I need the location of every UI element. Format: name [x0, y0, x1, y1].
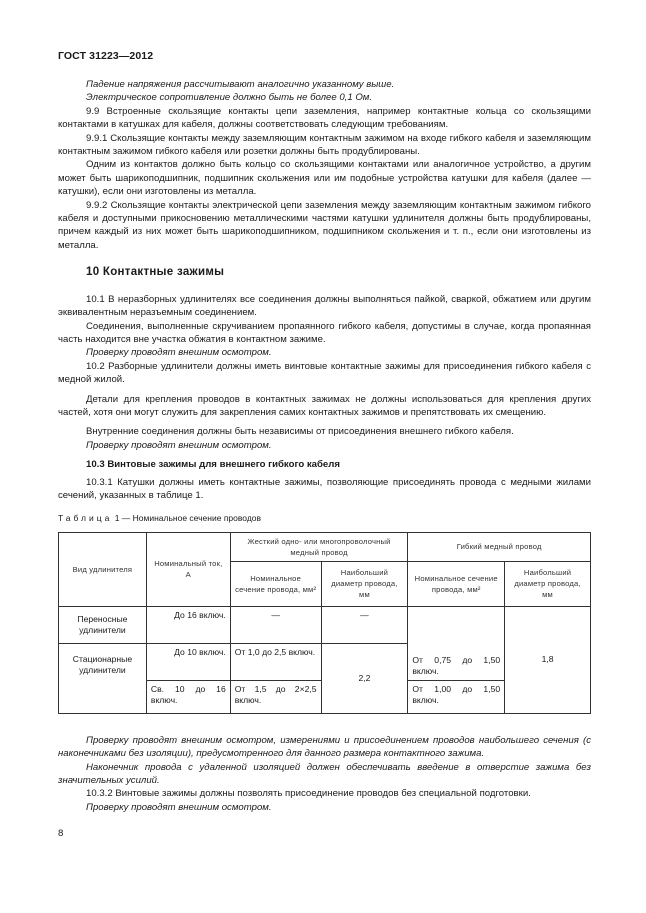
- table-row: [59, 606, 591, 643]
- header-type: Вид удлинителя: [59, 532, 147, 606]
- paragraph: Соединения, выполненные скручиванием пропаянного гибкого кабеля, допустимы в случае, когда пропаянная часть находится вне участка обжатия в контактном зажиме.: [58, 320, 591, 345]
- cell-type-stationary: Стационарные удлинители: [59, 643, 147, 713]
- cell-flex-section: От 0,75 до 1,50 включ.: [408, 606, 505, 680]
- subsection-heading: 10.3 Винтовые зажимы для внешнего гибкого кабеля: [86, 459, 340, 471]
- paragraph: 9.9.2 Скользящие контакты электрической цепи заземления между заземляющим контактным зажимом гибкого кабеля и доступными прикосновению металлическими частями катушки удлинителя должны быть продублированы, причем каждый из них может быть шарикоподшипником, подшипником скольжения и т. п., если они изготовлены из металла.: [58, 199, 591, 251]
- header-rigid: Жесткий одно- или многопроволочный медный провод: [230, 532, 408, 561]
- paragraph: Проверку проводят внешним осмотром.: [86, 801, 272, 813]
- paragraph: Электрическое сопротивление должно быть не более 0,1 Ом.: [86, 92, 373, 104]
- cell-current: До 10 включ.: [146, 643, 230, 680]
- cell-type-portable: Переносные удлинители: [59, 606, 147, 643]
- header-current: Номинальный ток, А: [146, 532, 230, 606]
- cell-current: Св. 10 до 16 включ.: [146, 680, 230, 713]
- header-flex-section: Номинальное сечение провода, мм²: [408, 561, 505, 606]
- cell-rigid-section: От 1,0 до 2,5 включ.: [230, 643, 321, 680]
- paragraph: Проверку проводят внешним осмотром.: [86, 347, 272, 359]
- cell-flex-section: От 1,00 до 1,50 включ.: [408, 680, 505, 713]
- paragraph: Наконечник провода с удаленной изоляцией должен обеспечивать введение в отверстие зажима без значительных усилий.: [58, 761, 591, 786]
- page-number: 8: [58, 828, 64, 839]
- table-caption-word: Таблица: [58, 513, 113, 524]
- table-caption-text: 1 — Номинальное сечение проводов: [114, 513, 262, 524]
- header-rigid-diam: Наибольший диаметр провода, мм: [321, 561, 408, 606]
- cell-rigid-section: От 1,5 до 2×2,5 включ.: [230, 680, 321, 713]
- paragraph: 9.9 Встроенные скользящие контакты цепи заземления, например контактные кольца со скользящими контактами в катушках для кабеля, должны соответствовать следующим требованиям.: [58, 105, 591, 131]
- paragraph: Одним из контактов должно быть кольцо со скользящими контактами или аналогичное устройство, а другим может быть шарикоподшипник, подшипник скольжения или им подобные устройства катушки для кабеля (далее — катушки), если они изготовлены из металла.: [58, 159, 591, 198]
- paragraph: Проверку проводят внешним осмотром, измерениями и присоединением проводов наибольшего сечения (с наконечниками без изоляции), предусмотренного для данного размера контактного зажима.: [58, 734, 591, 760]
- paragraph: 10.3.1 Катушки должны иметь контактные зажимы, позволяющие присоединять провода с медными жилами сечений, указанных в таблице 1.: [58, 476, 591, 501]
- section-heading: 10 Контактные зажимы: [86, 266, 225, 279]
- cell-current: До 16 включ.: [146, 606, 230, 643]
- header-flex-diam: Наибольший диаметр провода, мм: [505, 561, 591, 606]
- paragraph: Детали для крепления проводов в контактных зажимах не должны использоваться для крепления других частей, хотя они могут служить для закрепления самих контактных зажимов и препятствовать их смещению.: [58, 393, 591, 418]
- paragraph: 10.1 В неразборных удлинителях все соединения должны выполняться пайкой, сваркой, обжатием или другим эквивалентным неразъемным соединением.: [58, 293, 591, 319]
- document-header: ГОСТ 31223—2012: [58, 50, 154, 62]
- header-rigid-section: Номинальное сечение провода, мм²: [230, 561, 321, 606]
- sections-table: [58, 532, 591, 714]
- table-caption: [58, 512, 591, 525]
- page-content: [58, 78, 591, 814]
- cell-flex-diam: 1,8: [505, 606, 591, 713]
- paragraph: Внутренние соединения должны быть независимы от присоединения внешнего гибкого кабеля.: [86, 426, 514, 438]
- paragraph: 10.3.2 Винтовые зажимы должны позволять присоединение проводов без специальной подготовки.: [86, 788, 531, 800]
- table-header-row: [59, 532, 591, 561]
- paragraph: 9.9.1 Скользящие контакты между заземляющим контактным зажимом на входе гибкого кабеля и заземляющим контактным зажимом гибкого кабеля или розетки должны быть продублированы.: [58, 132, 591, 158]
- paragraph: 10.2 Разборные удлинители должны иметь винтовые контактные зажимы для присоединения гибкого кабеля с медной жилой.: [58, 360, 591, 386]
- paragraph: Падение напряжения рассчитывают аналогично указанному выше.: [86, 79, 395, 90]
- cell-rigid-diam: —: [321, 606, 408, 643]
- paragraph: Проверку проводят внешним осмотром.: [86, 439, 272, 451]
- cell-rigid-diam: 2,2: [321, 643, 408, 713]
- header-flex: Гибкий медный провод: [408, 532, 591, 561]
- cell-rigid-section: —: [230, 606, 321, 643]
